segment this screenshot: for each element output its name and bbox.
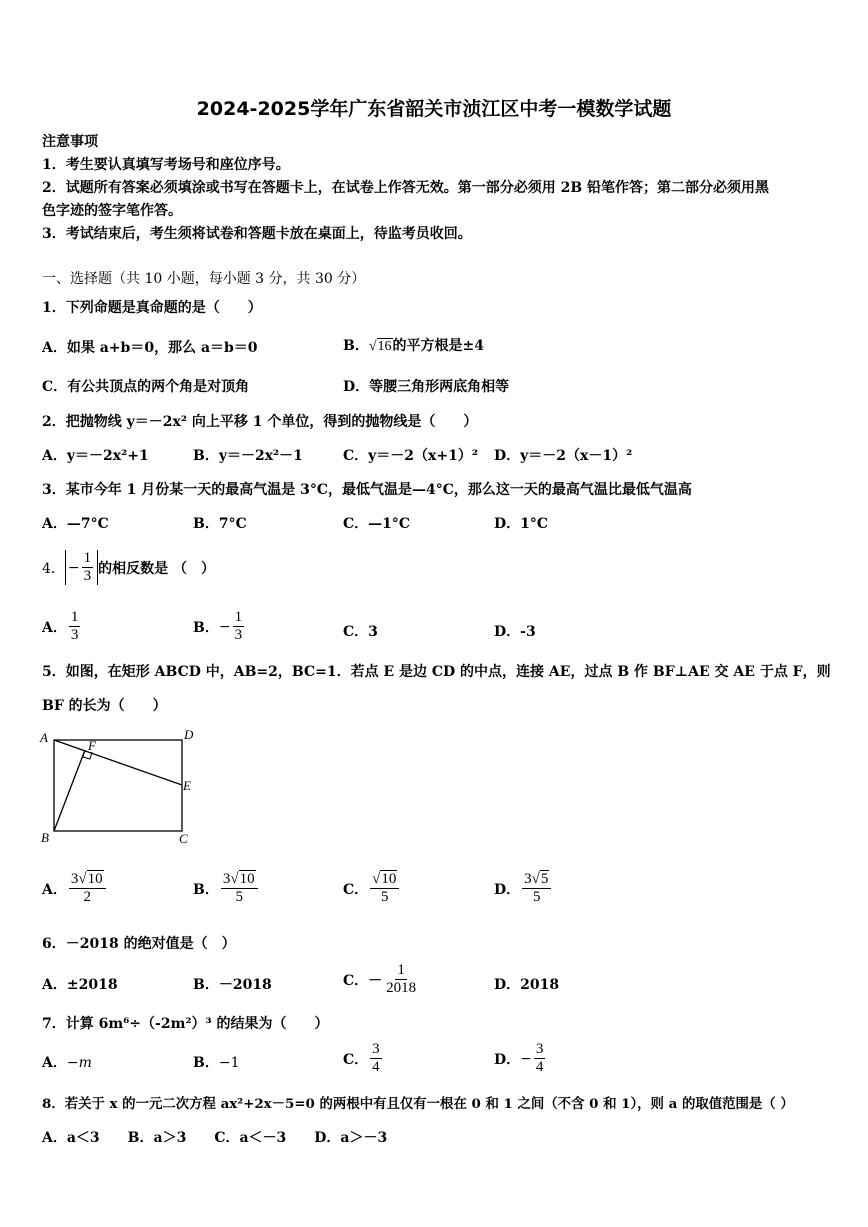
- label-f: F: [88, 738, 96, 753]
- minus-sign: −: [67, 559, 80, 576]
- q6-option-a[interactable]: A．±2018: [42, 977, 118, 993]
- q1-option-b-label: B．: [343, 338, 369, 354]
- absolute-value-expression: [65, 550, 98, 585]
- label-a: A: [40, 730, 48, 745]
- fraction: $\frac{1}{3}$: [83, 550, 92, 584]
- notice-item: 1．考生要认真填写考场号和座位序号。: [42, 157, 290, 173]
- fraction: $\frac{1}{2018}$: [386, 962, 417, 996]
- section-heading: 一、选择题（共 10 小题，每小题 3 分，共 30 分）: [42, 271, 366, 287]
- q5-option-b[interactable]: B． $\frac{3√10}{5}$: [193, 871, 260, 906]
- question-4-stem: [42, 550, 215, 585]
- sqrt-symbol: √16: [368, 339, 392, 354]
- question-6-stem: 6．－2018 的绝对值是（ ）: [42, 936, 236, 952]
- q6-option-b[interactable]: B．－2018: [193, 977, 272, 993]
- label-e: E: [183, 778, 191, 793]
- notice-heading: 注意事项: [42, 134, 98, 150]
- q7-option-c[interactable]: C． $\frac{3}{4}$: [343, 1041, 380, 1075]
- fraction: $\frac{3√5}{5}$: [522, 871, 551, 906]
- question-5-stem-cont: BF 的长为（ ）: [42, 698, 167, 714]
- q3-option-b[interactable]: B．7°C: [193, 516, 247, 532]
- q2-option-a[interactable]: A．y＝－2x²+1: [42, 448, 149, 464]
- q1-option-b-text: 的平方根是±4: [392, 338, 485, 354]
- q2-option-b[interactable]: B．y＝－2x²－1: [193, 448, 303, 464]
- q1-option-b[interactable]: [343, 335, 484, 355]
- q7-option-a[interactable]: A．−m: [42, 1055, 92, 1071]
- q8-options[interactable]: A．a＜3 B．a＞3 C．a＜－3 D．a＞－3: [42, 1130, 388, 1146]
- q4-option-d[interactable]: D．-3: [494, 624, 536, 640]
- question-7-stem: 7．计算 6m⁶÷（-2m²）³ 的结果为（ ）: [42, 1016, 329, 1032]
- q2-option-c[interactable]: C．y＝－2（x+1）²: [343, 448, 478, 464]
- fraction: $\frac{3√10}{2}$: [69, 871, 106, 906]
- q3-option-a[interactable]: A．—7°C: [42, 516, 109, 532]
- q1-option-a[interactable]: A．如果 a+b＝0，那么 a＝b＝0: [42, 340, 258, 356]
- notice-item: 2．试题所有答案必须填涂或书写在答题卡上，在试卷上作答无效。第一部分必须用 2B 铅笔作答；第二部分必须用黑: [42, 180, 770, 196]
- q7-option-b[interactable]: B．−1: [193, 1055, 240, 1071]
- question-1-stem: 1．下列命题是真命题的是（ ）: [42, 300, 262, 316]
- fraction: $\frac{3}{4}$: [535, 1041, 544, 1075]
- q4-stem-text: 的相反数是 （ ）: [98, 560, 216, 577]
- fraction: $\frac{3}{4}$: [372, 1041, 380, 1075]
- q5-option-d[interactable]: D． $\frac{3√5}{5}$: [494, 871, 553, 906]
- label-c: C: [179, 831, 188, 846]
- fraction: $\frac{1}{3}$: [234, 609, 243, 643]
- q4-option-c[interactable]: C．3: [343, 624, 378, 640]
- q5-option-a[interactable]: A． $\frac{3√10}{2}$: [42, 871, 108, 906]
- q4-option-a[interactable]: A． $\frac{1}{3}$: [42, 609, 79, 643]
- q2-option-d[interactable]: D．y＝－2（x－1）²: [494, 448, 633, 464]
- question-5-stem: 5．如图，在矩形 ABCD 中，AB=2，BC=1．若点 E 是边 CD 的中点，连接 AE，过点 B 作 BF⊥AE 交 AE 于点 F，则: [42, 664, 831, 680]
- label-b: B: [41, 830, 49, 845]
- q6-option-c[interactable]: C．－ $\frac{1}{2018}$: [343, 962, 417, 996]
- question-2-stem: 2．把抛物线 y＝－2x² 向上平移 1 个单位，得到的抛物线是（ ）: [42, 414, 478, 430]
- fraction: $\frac{√10}{5}$: [370, 871, 399, 906]
- notice-item: 3．考试结束后，考生须将试卷和答题卡放在桌面上，待监考员收回。: [42, 226, 472, 242]
- notice-item: 色字迹的签字笔作答。: [42, 203, 182, 219]
- q1-option-c[interactable]: C．有公共顶点的两个角是对顶角: [42, 379, 250, 395]
- q1-option-d[interactable]: D．等腰三角形两底角相等: [343, 379, 510, 395]
- question-8-stem: 8．若关于 x 的一元二次方程 ax²+2x－5=0 的两根中有且仅有一根在 0 和 1 之间（不含 0 和 1），则 a 的取值范围是（ ）: [42, 1096, 794, 1112]
- q3-option-d[interactable]: D．1°C: [494, 516, 549, 532]
- question-3-stem: 3．某市今年 1 月份某一天的最高气温是 3°C，最低气温是—4°C，那么这一天的最高气温比最低气温高: [42, 482, 692, 498]
- q7-option-d[interactable]: D． − $\frac{3}{4}$: [494, 1041, 544, 1075]
- fraction: $\frac{3√10}{5}$: [221, 871, 258, 906]
- q5-option-c[interactable]: C． $\frac{√10}{5}$: [343, 871, 401, 906]
- q4-option-b[interactable]: B． − $\frac{1}{3}$: [193, 609, 243, 643]
- page-title: 2024-2025学年广东省韶关市浈江区中考一模数学试题: [196, 98, 672, 120]
- q6-option-d[interactable]: D．2018: [494, 977, 560, 993]
- q4-number: 4．: [42, 560, 65, 577]
- fraction: $\frac{1}{3}$: [70, 609, 79, 643]
- q3-option-c[interactable]: C．—1°C: [343, 516, 411, 532]
- rectangle-figure: [38, 726, 198, 848]
- label-d: D: [184, 727, 194, 742]
